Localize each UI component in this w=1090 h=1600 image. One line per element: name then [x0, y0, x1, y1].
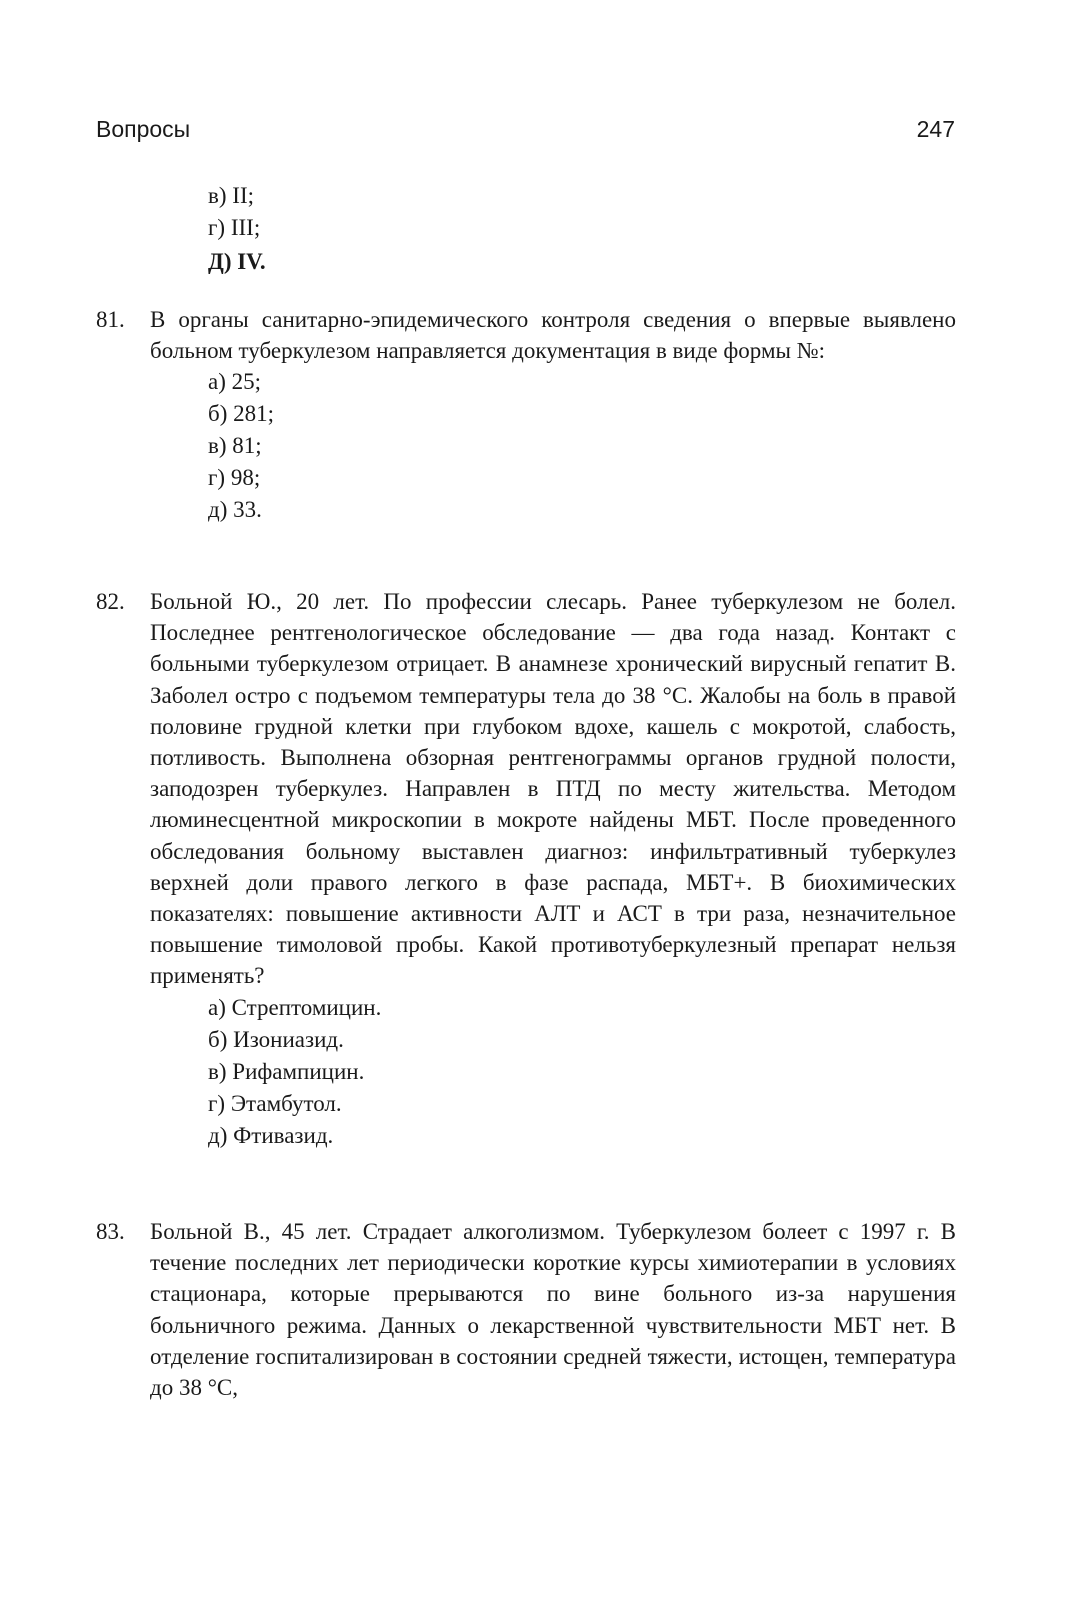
question-83	[96, 1216, 956, 1403]
answer-options	[208, 992, 956, 1152]
option-text: Этамбутол.	[230, 1090, 342, 1116]
option-label: б)	[208, 401, 228, 427]
answer-option	[208, 992, 956, 1024]
answer-option	[208, 1056, 956, 1088]
option-label: а)	[208, 369, 226, 395]
question-text: Больной В., 45 лет. Страдает алкоголизмом. Туберкулезом болеет с 1997 г. В течение последних лет периодически короткие курсы химиотерапии в условиях стационара, которые прерываются по вине больного из-за нарушения больничного режима. Данных о лекарственной чувствительности МБТ нет. В отделение госпитализирован в состоянии средней тяжести, истощен, температура до 38 °С,	[150, 1219, 956, 1401]
option-label: Д)	[208, 249, 232, 274]
option-text: III;	[230, 215, 261, 240]
option-text: 33.	[233, 497, 262, 523]
option-label: а)	[208, 994, 226, 1020]
option-text: Стрептомицин.	[231, 994, 382, 1020]
answer-option-correct	[208, 246, 266, 278]
answer-option	[208, 1024, 956, 1056]
option-label: в)	[208, 183, 227, 208]
option-text: IV.	[237, 249, 266, 274]
option-text: Фтивазид.	[233, 1122, 334, 1148]
option-label: в)	[208, 433, 227, 459]
question-number: 81.	[96, 307, 125, 332]
option-text: 25;	[231, 369, 262, 395]
option-text: 81;	[232, 433, 262, 459]
answer-option	[208, 1088, 956, 1120]
answer-option	[208, 180, 254, 212]
option-label: в)	[208, 1058, 227, 1084]
question-81	[96, 304, 956, 526]
option-label: д)	[208, 497, 228, 523]
option-label: б)	[208, 1026, 228, 1052]
answer-options	[208, 366, 956, 526]
option-text: Изониазид.	[233, 1026, 344, 1052]
option-text: II;	[232, 183, 254, 208]
question-text: Больной Ю., 20 лет. По профессии слесарь. Ранее туберкулезом не болел. Последнее рентгенологическое обследование — два года назад. Контакт с больными туберкулезом отрицает. В анамнезе хронический вирусный гепатит В. Заболел остро с подъемом температуры тела до 38 °С. Жалобы на боль в правой половине грудной клетки при глубоком вдохе, кашель с мокротой, слабость, потливость. Выполнена обзорная рентгенограммы органов грудной полости, заподозрен туберкулез. Направлен в ПТД по месту жительства. Методом люминесцентной микроскопии в мокроте найдены МБТ. После проведенного обследования больному выставлен диагноз: инфильтративный туберкулез верхней доли правого легкого в фазе распада, МБТ+. В биохимических показателях: повышение активности АЛТ и АСТ в три раза, незначительное повышение тимоловой пробы. Какой противотуберкулезный препарат нельзя применять?	[150, 589, 956, 989]
option-label: д)	[208, 1122, 228, 1148]
answer-option	[208, 1120, 956, 1152]
option-text: Рифампицин.	[232, 1058, 365, 1084]
option-text: 98;	[230, 465, 261, 491]
answer-option	[208, 462, 956, 494]
question-82	[96, 586, 956, 1152]
question-number: 82.	[96, 589, 125, 614]
answer-option	[208, 366, 956, 398]
question-number: 83.	[96, 1219, 125, 1244]
page-header	[96, 114, 955, 148]
option-label: г)	[208, 215, 226, 240]
page-number: 247	[916, 116, 955, 142]
answer-option	[208, 494, 956, 526]
answer-option	[208, 430, 956, 462]
running-title: Вопросы	[96, 116, 191, 142]
answer-option	[208, 398, 956, 430]
question-text: В органы санитарно-эпидемического контроля сведения о впервые выявлено больном туберкулезом направляется документация в виде формы №:	[150, 307, 956, 364]
option-label: г)	[208, 1090, 226, 1116]
option-text: 281;	[233, 401, 275, 427]
answer-option	[208, 212, 260, 244]
option-label: г)	[208, 465, 226, 491]
